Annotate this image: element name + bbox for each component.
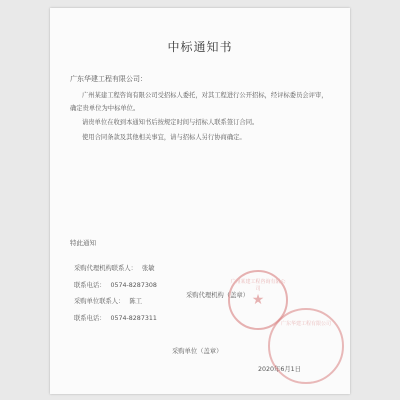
contact-label: 联系电话： — [74, 281, 106, 289]
contact-label: 采购单位联系人： — [74, 298, 125, 305]
seal-text: 广州某建工程咨询有限公司 — [230, 279, 286, 292]
star-icon: ★ — [251, 292, 265, 308]
contact-value: 0574-8287311 — [110, 314, 157, 322]
recipient-line: 广东华建工程有限公司： — [70, 75, 147, 83]
contact-label: 采购代理机构联系人： — [74, 265, 137, 272]
seal-text: 广东华建工程有限公司 — [280, 321, 331, 327]
document-title: 中标通知书 — [167, 40, 233, 54]
contact-value: 张敏 — [141, 265, 155, 272]
signoff-text: 特此通知 — [70, 239, 96, 247]
contact-row — [74, 294, 160, 311]
issue-date: 2020年6月1日 — [258, 366, 301, 373]
tenderee-signature-line: 采购单位（盖章） — [172, 348, 223, 355]
contact-value: 陈工 — [129, 298, 142, 305]
contact-value: 0574-8287308 — [110, 281, 157, 289]
body-paragraph-3: 使用合同条款及其他相关事宜，请与招标人另行协商确定。 — [82, 133, 246, 141]
contact-row — [74, 311, 160, 328]
body-paragraph-1: 广州某建工程咨询有限公司受招标人委托，对其工程进行公开招标，经评标委员会评审，确定贵单位为中标单位。 — [70, 92, 328, 112]
contact-row — [74, 261, 160, 278]
contact-label: 联系电话： — [74, 314, 106, 322]
contact-row — [74, 278, 160, 295]
tenderee-seal-stamp — [268, 308, 344, 384]
document-page — [50, 8, 350, 394]
agency-signature-line: 采购代理机构（盖章） — [186, 292, 249, 299]
contact-block — [74, 261, 160, 327]
notice-body — [70, 90, 332, 146]
body-paragraph-2: 请贵单位在收到本通知书后按规定时间与招标人联系签订合同。 — [82, 119, 259, 126]
